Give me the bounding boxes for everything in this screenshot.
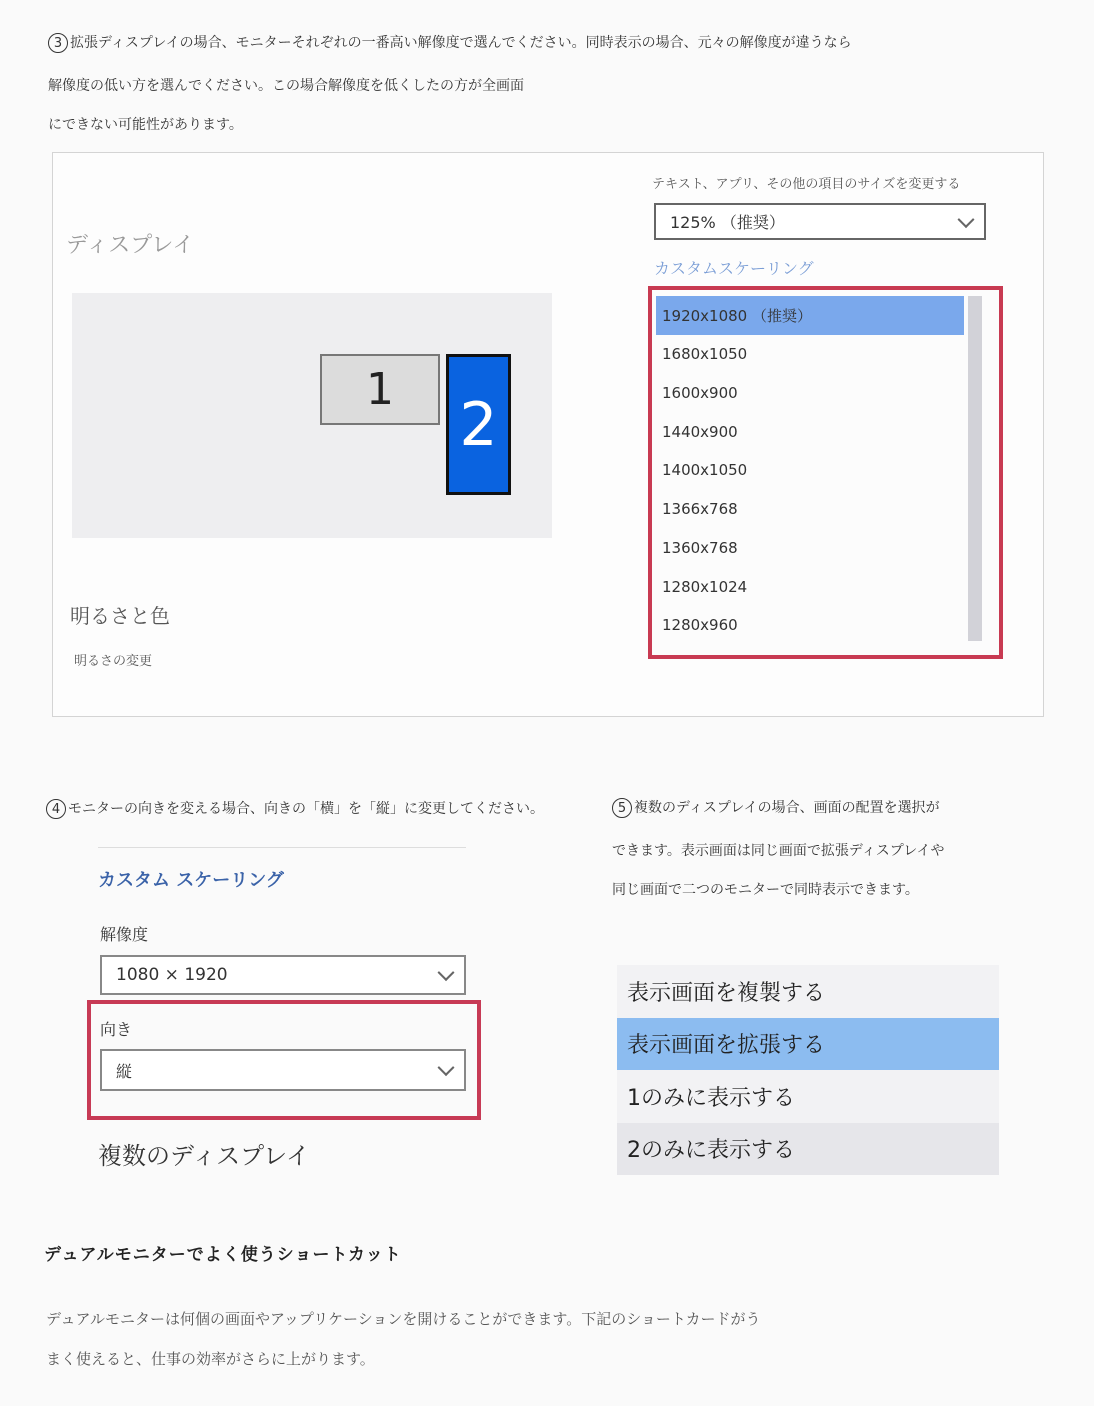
step-number-4: 4 [46, 799, 66, 819]
note5-line-2: できます。表示画面は同じ画面で拡張ディスプレイや [612, 843, 945, 859]
step-number-5: 5 [612, 798, 632, 818]
chevron-down-icon [438, 1059, 455, 1076]
scale-value: 125% （推奨） [670, 213, 785, 232]
resolution-option[interactable]: 1440x900 [662, 422, 738, 441]
resolution-option[interactable]: 1360x768 [662, 538, 738, 557]
note4: 4 モニターの向きを変える場合、向きの「横」を「縦」に変更してください。 [46, 798, 544, 819]
brightness-heading: 明るさと色 [70, 604, 170, 628]
multi-display-heading: 複数のディスプレイ [98, 1142, 310, 1170]
chevron-down-icon [438, 964, 455, 981]
display-mode-2-only[interactable]: 2のみに表示する [617, 1123, 999, 1176]
orientation-dropdown[interactable] [100, 1049, 466, 1091]
resolution-value: 1080 × 1920 [116, 965, 228, 985]
note3-line-1: 3 拡張ディスプレイの場合、モニターそれぞれの一番高い解像度で選んでください。同時表示の場合、元々の解像度が違うなら [48, 32, 852, 53]
step-number-3: 3 [48, 33, 68, 53]
shortcuts-text-line-1: デュアルモニターは何個の画面やアップリケーションを開けることができます。下記のショートカードがう [46, 1310, 761, 1328]
orientation-value: 縦 [116, 1061, 133, 1081]
resolution-option[interactable]: 1600x900 [662, 383, 738, 402]
scale-dropdown[interactable] [654, 203, 986, 240]
note5-line-3: 同じ画面で二つのモニターで同時表示できます。 [612, 882, 919, 898]
resolution-option[interactable]: 1680x1050 [662, 345, 748, 364]
resolution-option[interactable]: 1400x1050 [662, 461, 748, 480]
resolution-option[interactable]: 1920x1080 （推奨） [656, 296, 964, 335]
display-heading: ディスプレイ [66, 233, 195, 258]
shortcuts-heading: デュアルモニターでよく使うショートカット [44, 1245, 402, 1265]
resolution-label: 解像度 [100, 925, 149, 944]
divider [98, 847, 466, 848]
orientation-label: 向き [100, 1020, 133, 1039]
display-mode-1-only[interactable]: 1のみに表示する [627, 1085, 795, 1111]
display-mode-menu [617, 965, 999, 1175]
resolution-option[interactable]: 1366x768 [662, 500, 738, 519]
custom-scaling-link[interactable]: カスタムスケーリング [654, 259, 814, 278]
resolution-scrollbar[interactable] [968, 296, 982, 641]
note5-line-1: 5 複数のディスプレイの場合、画面の配置を選択が [612, 797, 940, 818]
chevron-down-icon [958, 211, 975, 228]
custom-scaling-link[interactable]: カスタム スケーリング [98, 870, 284, 891]
resolution-dropdown[interactable] [100, 955, 466, 995]
monitor-2-tile[interactable]: 2 [446, 354, 511, 495]
resolution-option[interactable]: 1280x960 [662, 616, 738, 635]
brightness-link[interactable]: 明るさの変更 [74, 654, 153, 669]
shortcuts-text-line-2: まく使えると、仕事の効率がさらに上がります。 [46, 1350, 375, 1368]
display-mode-extend[interactable]: 表示画面を拡張する [617, 1018, 999, 1071]
note3-line-2: 解像度の低い方を選んでください。この場合解像度を低くしたの方が全画面 [48, 78, 524, 94]
resolution-list [656, 296, 964, 645]
resolution-option[interactable]: 1280x1024 [662, 577, 748, 596]
note3-line-3: にできない可能性があります。 [48, 117, 243, 133]
display-mode-duplicate[interactable]: 表示画面を複製する [627, 980, 826, 1006]
text-size-label: テキスト、アプリ、その他の項目のサイズを変更する [652, 177, 961, 192]
monitor-1-tile[interactable]: 1 [320, 354, 440, 425]
